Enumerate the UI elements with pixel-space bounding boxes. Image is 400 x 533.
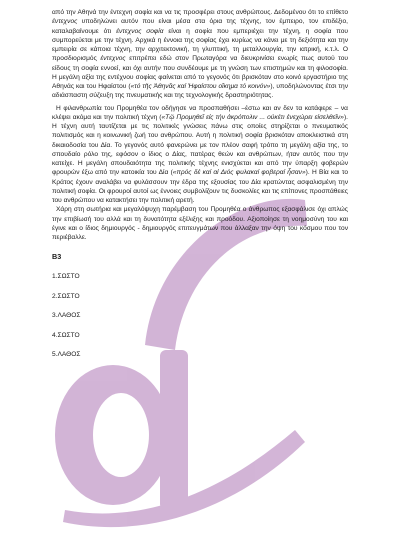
paragraph-prometheus-wisdom — [52, 8, 348, 101]
text-run: ). Η Βία και το Κράτος έχουν αναλάβει να φυλάσσουν την έδρα της εξουσίας του Δία κρατώντας ασφαλισμένη την πολιτική σοφία. Οι φρουροί αυτοί ως έννοιες συμβολίζουν τις δυσκολίες και τις επίπονες προσπάθειες του ανθρώπου να κατακτήσει την πολιτική αρετή. — [52, 169, 348, 204]
section-heading: Β3 — [52, 252, 62, 262]
text-run: ). Η τέχνη αυτή ταυτίζεται με τις πολιτικές γνώσεις πάνω στις οποίες στηρίζεται ο πνευματικός πολιτισμός και η κοινωνική ζωή του ανθρώπου. Αυτή η πολιτική σοφία βρισκόταν αποκλειστικά στη δικαιοδοσία του Δία. Το γεγονός αυτό φανερώνει με τον πλέον σαφή τρόπο τη μεγάλη αξία της, το σπουδαίο ρόλο της, εφόσον ο ίδιος ο Δίας, πατέρας θεών και ανθρώπων, ήταν αυτός που την κατείχε. Η μεγάλη σπουδαιότητα της πολιτικής τέχνης ενισχύεται και από την ύπαρξη φοβερών φρουρών έξω από την κατοικία του Δία ( — [52, 113, 348, 177]
emphasis-term: έντεχνος — [100, 55, 126, 63]
text-run: υποδηλώνει αυτόν που είναι μέσα στα όρια της τέχνης, τον έμπειρο, τον επιδέξιο, καταλαβαίνουμε ότι — [52, 18, 348, 35]
answer-list — [52, 272, 348, 359]
answer-item: 2.ΣΩΣΤΟ — [52, 292, 80, 300]
text-run: από την Αθηνά την έντεχνη σοφία και να τις προσφέρει στους ανθρώπους. Δεδομένου ότι το επίθετο — [52, 9, 348, 16]
document-body — [52, 8, 348, 370]
paragraph-human-progress: Χάρη στη σωτήρια και μεγαλόψυχη παρέμβαση του Προμηθέα ο άνθρωπος εξασφάλισε όχι απλώς την επιβίωσή του αλλά και τη δυνατότητα εξέλιξης και προόδου. Αξιοποίησε τη νοημοσύνη του και έγινε και ο ίδιος δημιουργός - δημιουργός επιτευγμάτων που άλλαξαν την όψη του κόσμου που τον περιέβαλλε. — [52, 206, 348, 241]
text-run: ), υποδηλώνοντας έτσι την αδιάσπαστη σύζευξη της πνευματικής και της τεχνολογικής δραστηριότητας. — [52, 83, 348, 100]
answer-item: 3.ΛΑΘΟΣ — [52, 312, 81, 320]
text-run: Η φιλανθρωπία του Προμηθέα τον οδήγησε να προσπαθήσει –έστω και αν δεν τα κατάφερε – να κλέψει ακόμα και την πολιτική τέχνη ( — [52, 104, 348, 121]
answer-item: 1.ΣΩΣΤΟ — [52, 273, 80, 281]
text-run: είναι η σοφία που εμπεριέχει την τέχνη, η σοφία που συμπορεύεται με την τέχνη. Αρχικά η έννοια της σοφίας έχει κυρίως να κάνει με τη δεξιότητα και την εμπειρία σε κάποια τέχνη, την αρχιτεκτονική, τη γλυπτική, τη μεταλλουργία, την ιατρική, κ.τ.λ. Ο προσδιορισμός — [52, 27, 348, 63]
paragraph-political-art — [52, 104, 348, 206]
ancient-greek-quote: «πρός δέ καί αἱ Διός φυλακαί φοβεραί ἦσαν» — [172, 169, 306, 177]
text-run: επιτρέπει εδώ στον Πρωταγόρα να διευκρινίσει ενωρίς πως αυτού του είδους τη σοφία εννοεί, και όχι αυτήν που συνδέουμε με τη γνώση των επιστημών και τη φιλοσοφία. Η μεγάλη αξία της εντέχνου σοφίας φαίνεται από το γεγονός ότι βρισκόταν στο κοινό εργαστήριο της Αθηνάς και του Ηφαίστου ( — [52, 55, 348, 90]
ancient-greek-quote: «Τῷ Προμηθεῖ εἰς τήν ἀκρόπολιν ... οὐκέτι ἐνεχώρει εἰσελθεῖν» — [161, 113, 344, 121]
emphasis-term: έντεχνος — [52, 18, 78, 26]
answer-item: 4.ΣΩΣΤΟ — [52, 331, 80, 339]
emphasis-term: έντεχνος σοφία — [116, 27, 164, 35]
ancient-greek-quote: «τό τῆς Ἀθηνᾶς καί Ἡφαίστου οἴκημα τό κοινόν» — [130, 83, 271, 90]
answer-item: 5.ΛΑΘΟΣ — [52, 351, 81, 359]
